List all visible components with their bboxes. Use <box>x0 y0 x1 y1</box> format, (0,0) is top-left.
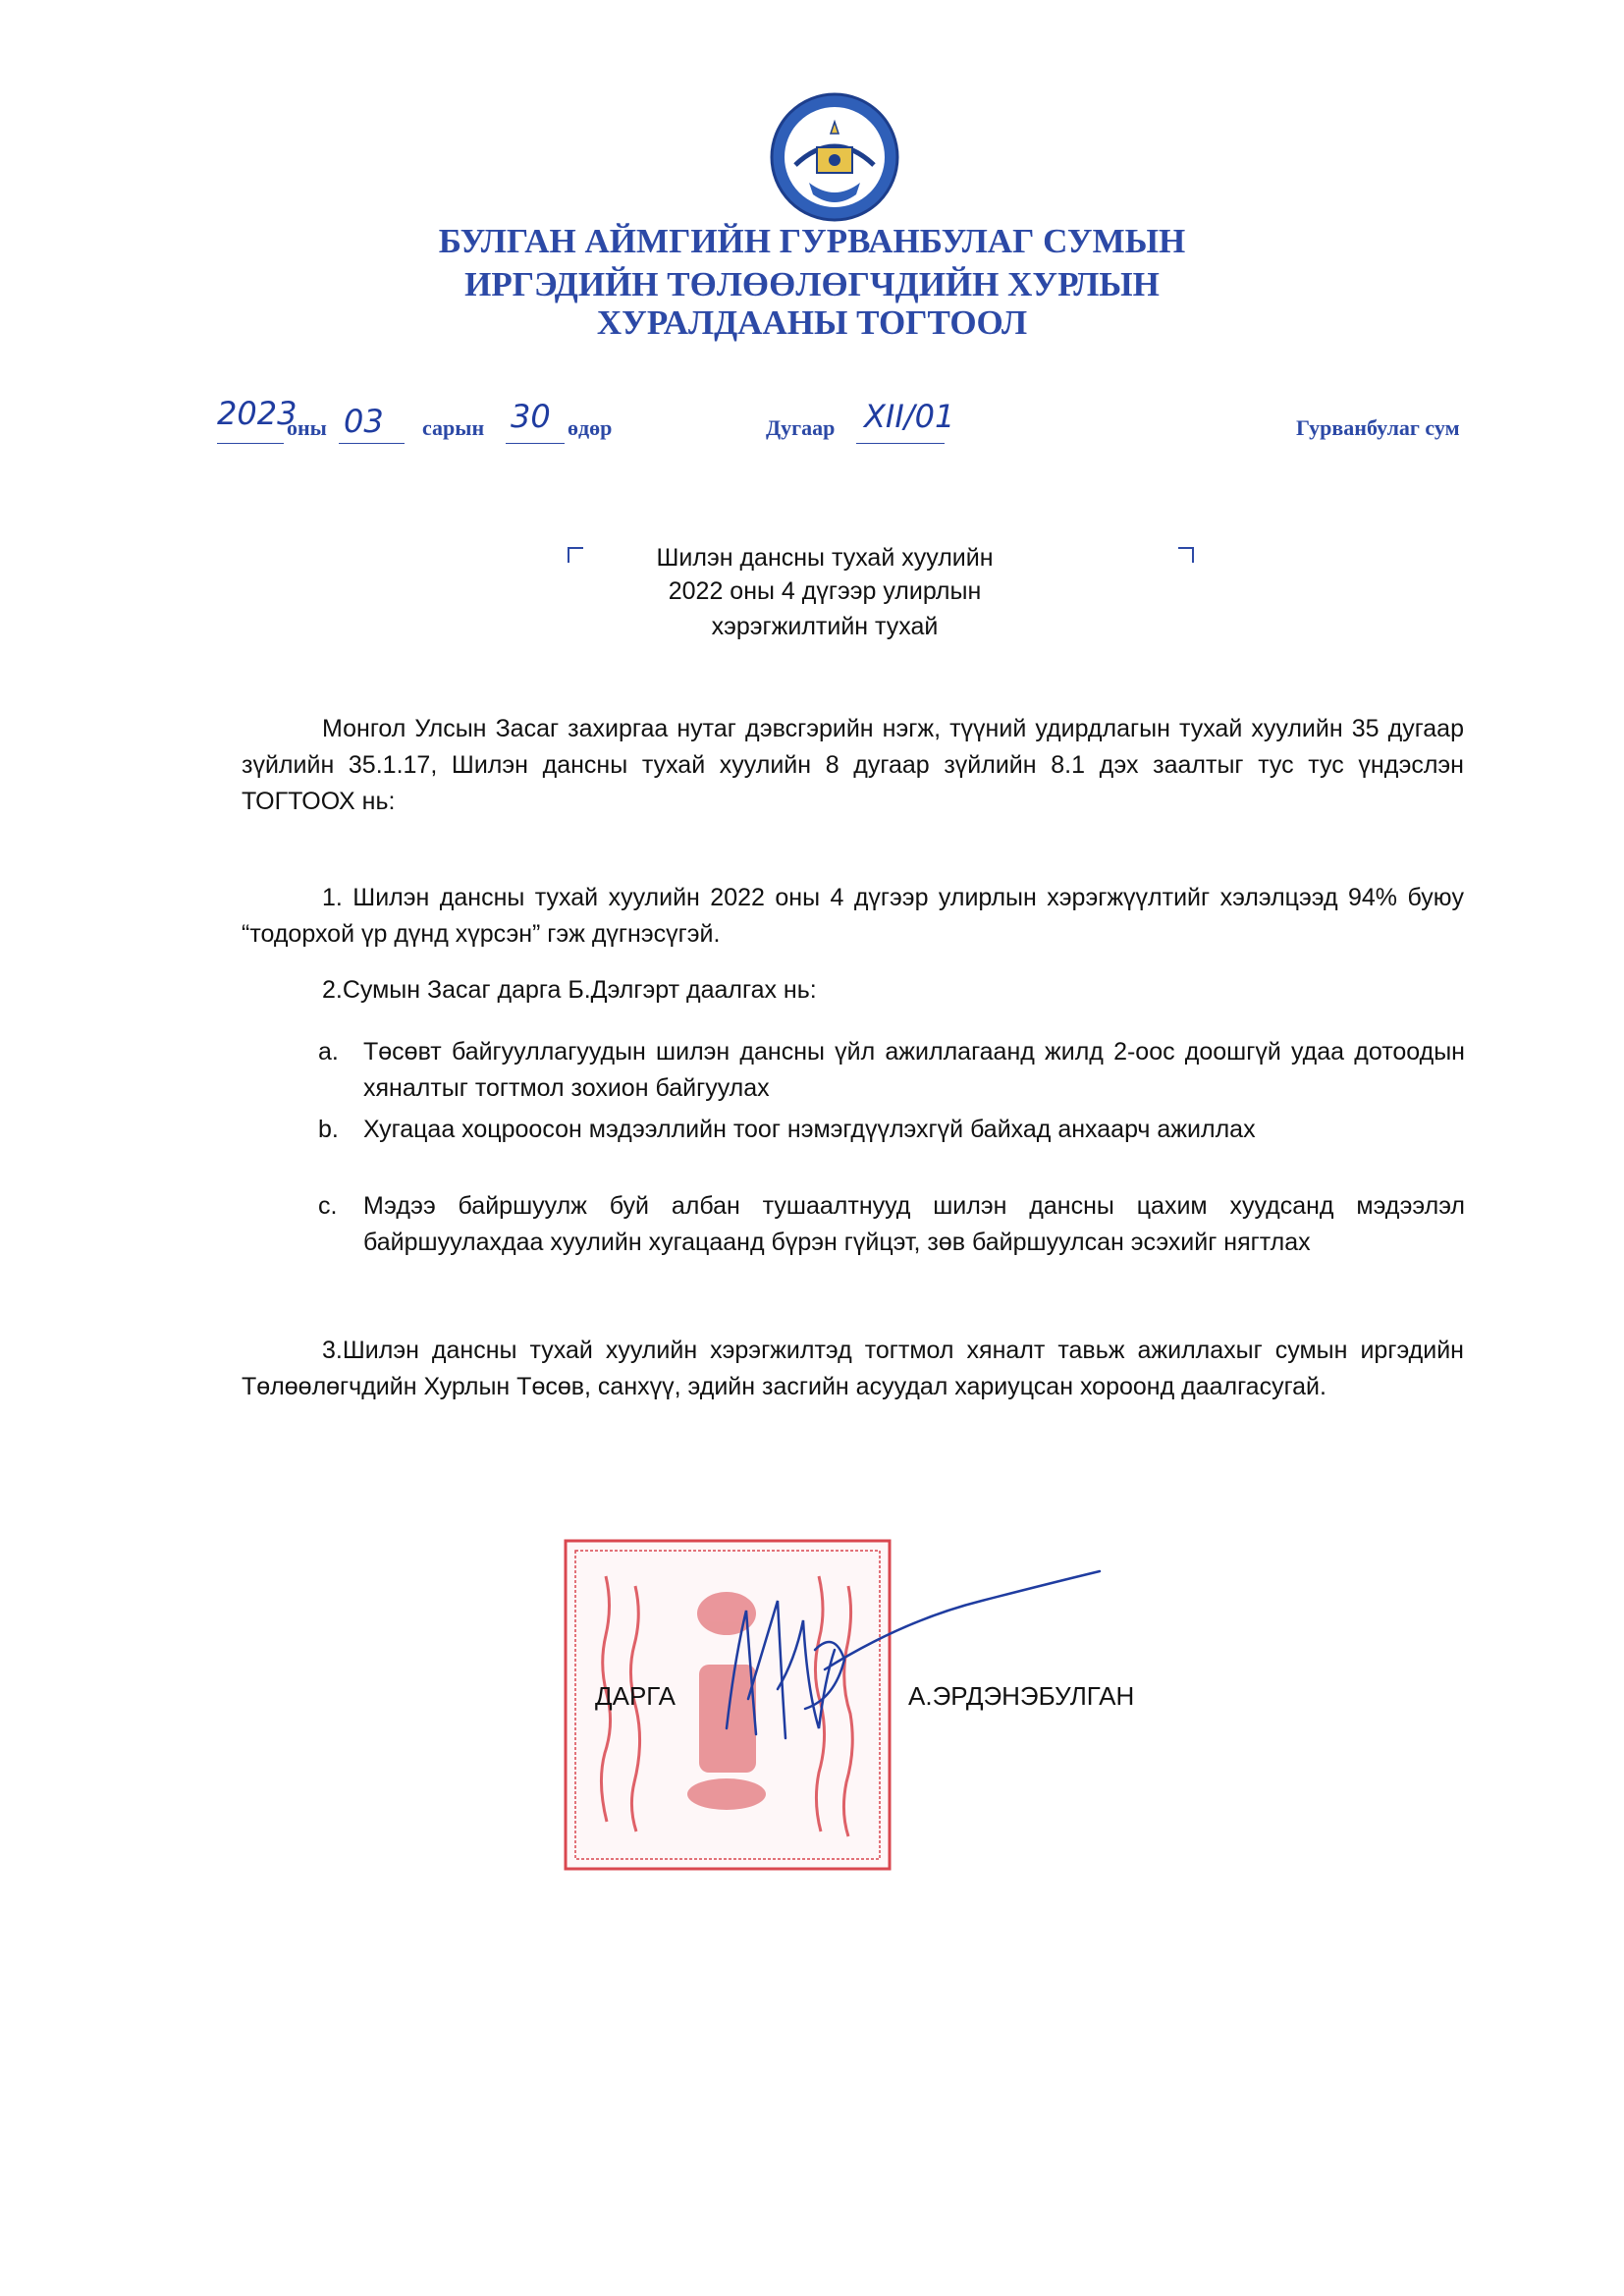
number-underline <box>856 443 945 444</box>
handwritten-month: 03 <box>344 403 384 440</box>
sub-item-text: Мэдээ байршуулж буй албан тушаалтнууд шилэн дансны цахим хуудсанд мэдээлэл байршуулахдаа хуулийн хугацаанд бүрэн гүйцэт, зөв байршуулсан эсэхийг нягтлах <box>363 1192 1465 1256</box>
place-label: Гурванбулаг сум <box>1296 415 1460 440</box>
month-underline <box>339 443 405 444</box>
handwritten-year: 2023 <box>217 395 298 432</box>
title-line-3: хэрэгжилтийн тухай <box>711 613 939 640</box>
handwritten-number: XII/01 <box>864 398 955 435</box>
signatory-position: ДАРГА <box>595 1681 676 1711</box>
day-underline <box>506 443 565 444</box>
sub-item-text: Хугацаа хоцроосон мэдээллийн тоог нэмэгдүүлэхгүй байхад анхаарч ажиллах <box>363 1116 1256 1143</box>
sub-item-marker: b. <box>318 1116 339 1143</box>
header-line-1: БУЛГАН АЙМГИЙН ГУРВАНБУЛАГ СУМЫН <box>438 222 1186 260</box>
title-bracket-right <box>1178 547 1194 563</box>
signatory-name: А.ЭРДЭНЭБУЛГАН <box>908 1681 1135 1711</box>
title-line-1: Шилэн дансны тухай хуулийн <box>656 544 994 572</box>
handwritten-signature <box>687 1542 1119 1758</box>
header-line-2: ИРГЭДИЙН ТӨЛӨӨЛӨГЧДИЙН ХУРЛЫН <box>464 265 1160 303</box>
sub-item-marker: a. <box>318 1038 339 1066</box>
handwritten-day: 30 <box>511 398 551 435</box>
resolution-item-1: 1. Шилэн дансны тухай хуулийн 2022 оны 4 дүгээр улирлын хэрэгжүүлтийг хэлэлцээд 94% буюу “тодорхой үр дүнд хүрсэн” гэж дүгнэсүгэй. <box>242 884 1464 948</box>
day-label: өдөр <box>568 415 613 440</box>
sub-item-marker: c. <box>318 1192 338 1220</box>
year-underline <box>217 443 284 444</box>
year-label: оны <box>287 415 327 440</box>
resolution-item-3: 3.Шилэн дансны тухай хуулийн хэрэгжилтэд тогтмол хяналт тавьж ажиллахыг сумын иргэдийн Төлөөлөгчдийн Хурлын Төсөв, санхүү, эдийн засгийн асуудал хариуцсан хороонд даалгасугай. <box>242 1337 1464 1400</box>
sub-item-b <box>318 1112 1465 1148</box>
preamble-paragraph: Монгол Улсын Засаг захиргаа нутаг дэвсгэрийн нэгж, түүний удирдлагын тухай хуулийн 35 дугаар зүйлийн 35.1.17, Шилэн дансны тухай хуулийн 8 дугаар зүйлийн 8.1 дэх заалтыг тус тус үндэслэн ТОГТООХ нь: <box>242 715 1464 815</box>
state-emblem-icon <box>766 88 903 226</box>
title-line-2: 2022 оны 4 дүгээр улирлын <box>668 577 982 605</box>
header-line-3: ХУРАЛДААНЫ ТОГТООЛ <box>596 303 1028 342</box>
month-label: сарын <box>422 415 485 440</box>
sub-item-a <box>318 1034 1465 1107</box>
sub-item-c <box>318 1188 1465 1261</box>
resolution-item-2: 2.Сумын Засаг дарга Б.Дэлгэрт даалгах нь: <box>322 976 817 1004</box>
sub-item-text: Төсөвт байгууллагуудын шилэн дансны үйл ажиллагаанд жилд 2-оос доошгүй удаа дотоодын хяналтыг тогтмол зохион байгуулах <box>363 1038 1465 1102</box>
number-label: Дугаар <box>766 415 836 440</box>
